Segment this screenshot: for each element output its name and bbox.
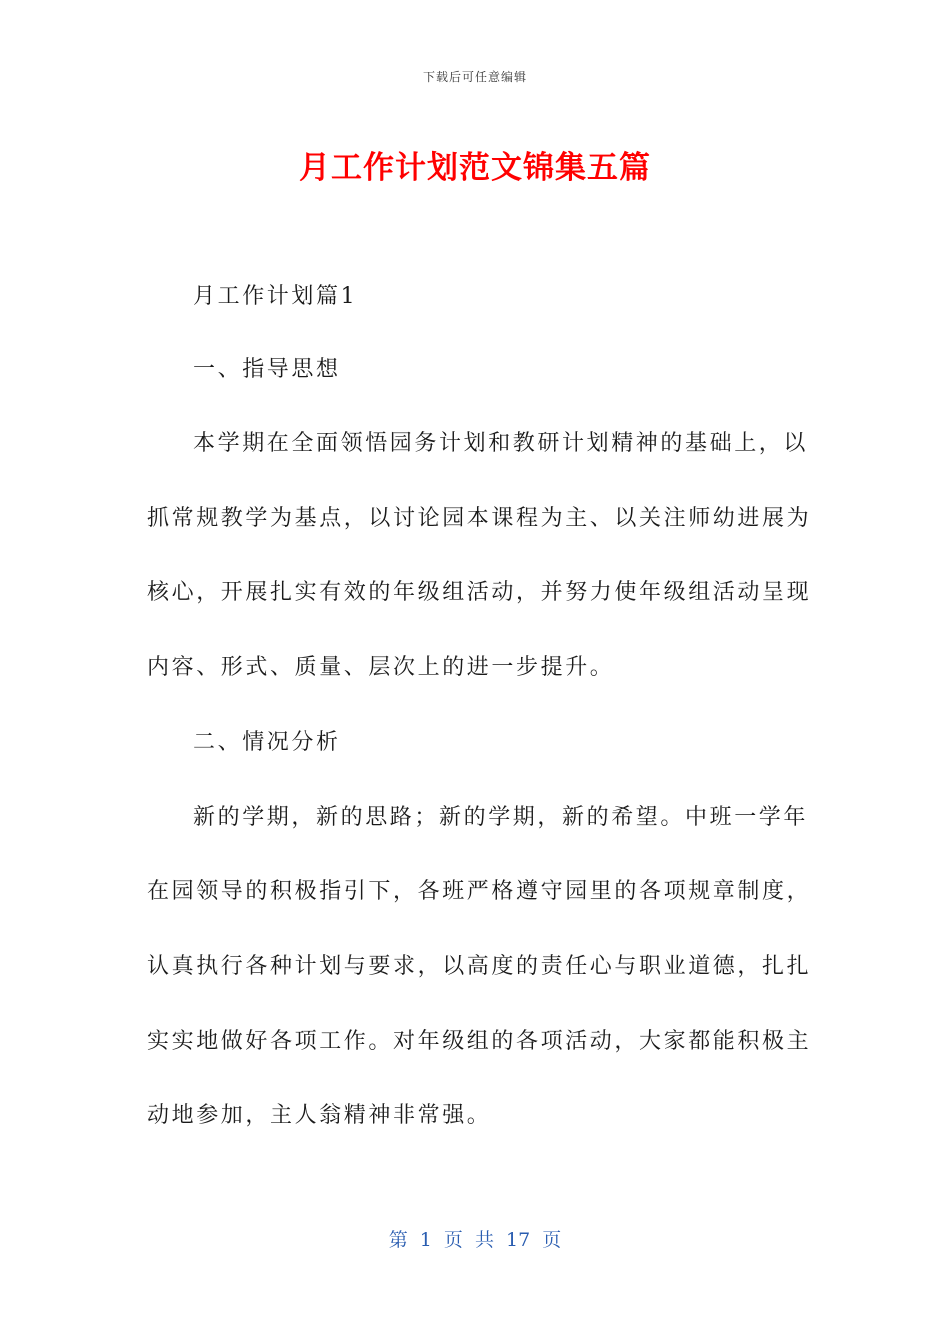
paragraph-line: 动地参加，主人翁精神非常强。 bbox=[147, 1103, 492, 1128]
paragraph-line: 核心，开展扎实有效的年级组活动，并努力使年级组活动呈现 bbox=[147, 580, 812, 605]
paragraph-line: 新的学期，新的思路；新的学期，新的希望。中班一学年 bbox=[193, 805, 809, 830]
document-title: 月工作计划范文锦集五篇 bbox=[299, 150, 651, 186]
part1-heading: 一、指导思想 bbox=[193, 357, 341, 382]
paragraph-line: 认真执行各种计划与要求，以高度的责任心与职业道德，扎扎 bbox=[147, 954, 812, 979]
paragraph-line: 本学期在全面领悟园务计划和教研计划精神的基础上，以 bbox=[193, 431, 809, 456]
section-heading: 月工作计划篇1 bbox=[193, 284, 358, 309]
paragraph-line: 抓常规教学为基点，以讨论园本课程为主、以关注师幼进展为 bbox=[147, 506, 812, 531]
paragraph-line: 实实地做好各项工作。对年级组的各项活动，大家都能积极主 bbox=[147, 1029, 812, 1054]
part2-heading: 二、情况分析 bbox=[193, 730, 341, 755]
header-note: 下载后可任意编辑 bbox=[422, 70, 527, 84]
page-indicator: 第 1 页 共 17 页 bbox=[388, 1229, 562, 1251]
paragraph-line: 在园领导的积极指引下，各班严格遵守园里的各项规章制度， bbox=[147, 879, 812, 904]
paragraph-line: 内容、形式、质量、层次上的进一步提升。 bbox=[147, 655, 615, 680]
